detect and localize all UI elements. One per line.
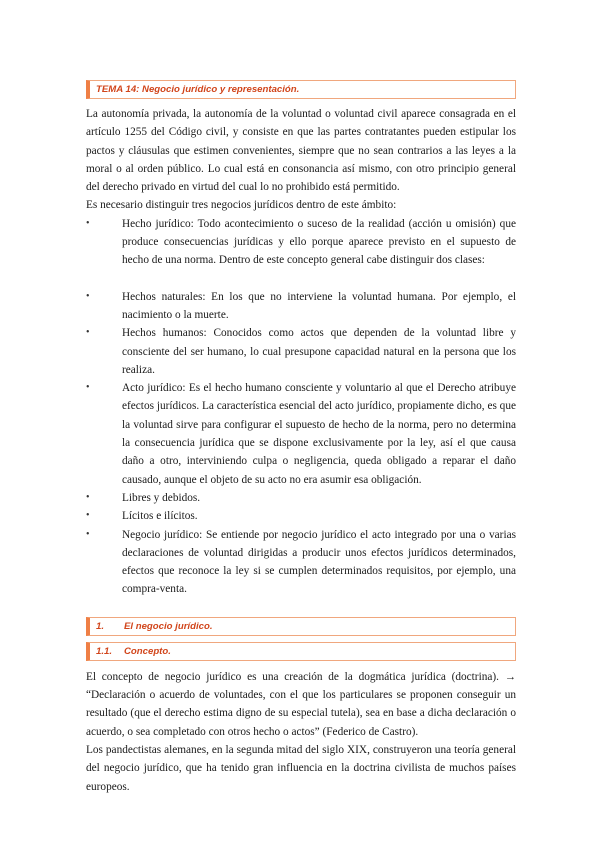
- subsection-heading: [86, 642, 516, 661]
- bullet-icon: •: [86, 528, 90, 540]
- bullet-icon: •: [86, 491, 90, 503]
- list-item-negocio-juridico: [86, 526, 516, 599]
- topic-heading: [86, 80, 516, 99]
- topic-heading-text: TEMA 14: Negocio jurídico y representación.: [96, 84, 300, 95]
- document-page: [86, 80, 516, 796]
- bullet-icon: •: [86, 290, 90, 302]
- intro-paragraph: La autonomía privada, la autonomía de la voluntad o voluntad civil aparece consagrada en el artículo 1255 del Código civil, y consiste en que las partes contratantes pueden estipular los pactos y cláusulas que estimen convenientes, siempre que no sean contrarios a las leyes a la moral o al orden público. Lo cual está en consonancia así mismo, con otro principio general del derecho privado en virtud del cual lo no prohibido está permitido.: [86, 108, 516, 194]
- list-item-text: Negocio jurídico: Se entiende por negocio jurídico el acto integrado por una o varias declaraciones de voluntad dirigidas a producir unos efectos jurídicos determinados, efectos que reconoce la ley si se cumplen determinados requisitos, por ejemplo, una compra-venta.: [122, 528, 516, 596]
- bullet-icon: •: [86, 382, 90, 394]
- spacer: [86, 270, 516, 288]
- list-item-licitos: [86, 507, 516, 525]
- subsection-title: Concepto.: [124, 645, 171, 657]
- bullet-icon: •: [86, 510, 90, 522]
- section-title: El negocio jurídico.: [124, 620, 213, 632]
- section-heading: [86, 617, 516, 636]
- pandectistas-paragraph: Los pandectistas alemanes, en la segunda mitad del siglo XIX, construyeron una teoría general del negocio jurídico, que ha tenido gran influencia en la doctrina civilista de muchos países europeos.: [86, 743, 516, 793]
- section-number: 1.: [96, 620, 105, 632]
- concept-paragraph: El concepto de negocio jurídico es una creación de la dogmática jurídica (doctrina). → “Declaración o acuerdo de voluntades, con el que los particulares se proponen conseguir un resultado (que el derecho estima digno de su especial tutela), sea en base a dicha declaración o acuerdo, o sea completado con otros hecho o actos” (Federico de Castro).: [86, 670, 516, 738]
- distinguish-line: Es necesario distinguir tres negocios jurídicos dentro de este ámbito:: [86, 199, 397, 212]
- bullet-icon: •: [86, 217, 90, 229]
- list-item-hechos-naturales: [86, 288, 516, 325]
- list-item-text: Hechos naturales: En los que no interviene la voluntad humana. Por ejemplo, el nacimiento o la muerte.: [122, 290, 516, 321]
- bullet-icon: •: [86, 327, 90, 339]
- list-item-libres: [86, 489, 516, 507]
- spacer: [86, 599, 516, 617]
- list-item-hechos-humanos: [86, 324, 516, 379]
- list-item-acto-juridico: [86, 379, 516, 489]
- list-item-text: Hechos humanos: Conocidos como actos que dependen de la voluntad libre y consciente del ser humano, lo cual presupone capacidad natural en la persona que los realiza.: [122, 327, 516, 376]
- list-item-text: Libres y debidos.: [122, 491, 201, 504]
- subsection-number: 1.1.: [96, 645, 113, 657]
- list-item-hecho-juridico: [86, 215, 516, 270]
- list-item-text: Acto jurídico: Es el hecho humano consciente y voluntario al que el Derecho atribuye efectos jurídicos. La característica esencial del acto jurídico, propiamente dicho, es que la voluntad sirve para configurar el supuesto de hecho de la norma, pero no determina la consecuencia jurídica que se dispone exclusivamente por la ley, así el que causa daño a otro, interviniendo culpa o negligencia, queda obligado a reparar el daño causado, aunque el objeto de su acto no era asumir esa obligación.: [122, 382, 516, 486]
- list-item-text: Hecho jurídico: Todo acontecimiento o suceso de la realidad (acción u omisión) que produce consecuencias jurídicas y ello porque aparece previsto en el supuesto de hecho de una norma. Dentro de este concepto general cabe distinguir dos clases:: [122, 217, 516, 267]
- list-item-text: Lícitos e ilícitos.: [122, 510, 198, 523]
